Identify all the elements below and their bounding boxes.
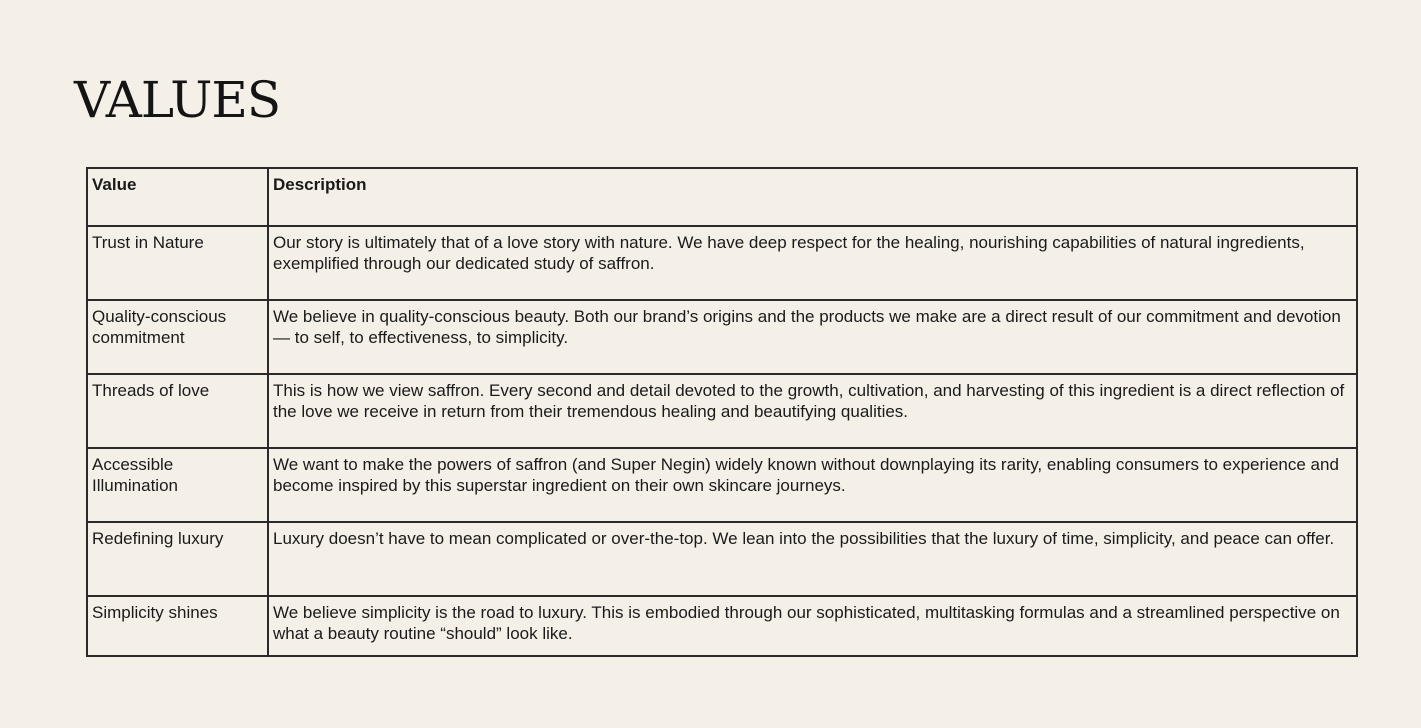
table-row bbox=[87, 596, 1357, 656]
table-row bbox=[87, 226, 1357, 300]
description-cell: Our story is ultimately that of a love story with nature. We have deep respect for the healing, nourishing capabilities of natural ingredients, exemplified through our dedicated study of saffron. bbox=[268, 226, 1357, 300]
description-cell: We want to make the powers of saffron (and Super Negin) widely known without downplaying its rarity, enabling consumers to experience and become inspired by this superstar ingredient on their own skincare journeys. bbox=[268, 448, 1357, 522]
column-header-description: Description bbox=[268, 168, 1357, 226]
table-header-row bbox=[87, 168, 1357, 226]
description-cell: We believe in quality-conscious beauty. Both our brand’s origins and the products we make are a direct result of our commitment and devotion — to self, to effectiveness, to simplicity. bbox=[268, 300, 1357, 374]
table-row bbox=[87, 300, 1357, 374]
description-cell: This is how we view saffron. Every second and detail devoted to the growth, cultivation, and harvesting of this ingredient is a direct reflection of the love we receive in return from their tremendous healing and beautifying qualities. bbox=[268, 374, 1357, 448]
description-cell: Luxury doesn’t have to mean complicated or over-the-top. We lean into the possibilities that the luxury of time, simplicity, and peace can offer. bbox=[268, 522, 1357, 596]
table-row bbox=[87, 522, 1357, 596]
page-title: VALUES bbox=[74, 71, 281, 129]
description-cell: We believe simplicity is the road to luxury. This is embodied through our sophisticated, multitasking formulas and a streamlined perspective on what a beauty routine “should” look like. bbox=[268, 596, 1357, 656]
table-row bbox=[87, 448, 1357, 522]
value-cell: Simplicity shines bbox=[87, 596, 268, 656]
values-table bbox=[86, 167, 1358, 657]
value-cell: Threads of love bbox=[87, 374, 268, 448]
value-cell: Redefining luxury bbox=[87, 522, 268, 596]
value-cell: Quality-conscious commitment bbox=[87, 300, 268, 374]
value-cell: Trust in Nature bbox=[87, 226, 268, 300]
column-header-value: Value bbox=[87, 168, 268, 226]
table-row bbox=[87, 374, 1357, 448]
value-cell: Accessible Illumination bbox=[87, 448, 268, 522]
